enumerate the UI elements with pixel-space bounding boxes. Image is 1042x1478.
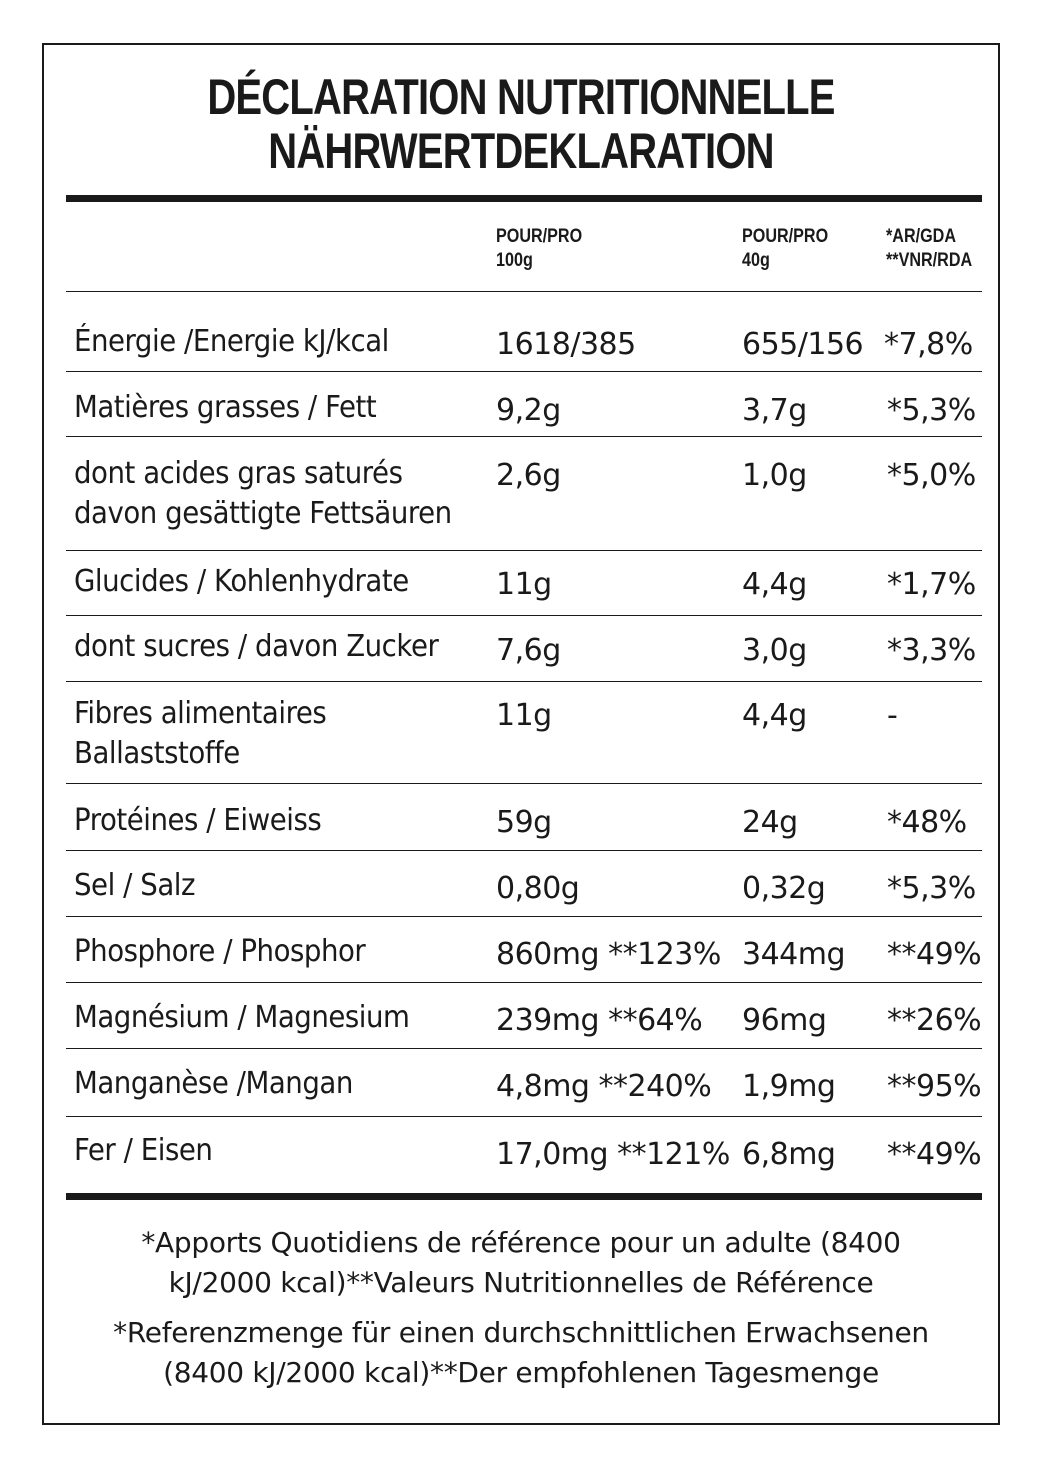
value-per-100g: 11g: [496, 698, 552, 733]
row-divider: [66, 783, 982, 784]
nutrient-name-saturates: dont acides gras saturés davon gesättigte Fettsäuren: [74, 456, 452, 531]
value-per-40g: 0,32g: [742, 871, 826, 906]
row-divider: [66, 1048, 982, 1049]
value-per-100g: 2,6g: [496, 458, 561, 493]
row-divider: [66, 371, 982, 372]
value-per-100g: 860mg **123%: [496, 937, 721, 972]
top-thick-rule: [66, 195, 982, 202]
nutrient-name-salt: Sel / Salz: [74, 868, 196, 903]
nutrient-name-fat: Matières grasses / Fett: [74, 390, 377, 425]
value-per-40g: 3,0g: [742, 633, 807, 668]
value-per-40g: 1,9mg: [742, 1069, 836, 1104]
footnote-german: *Referenzmenge für einen durchschnittlichen Erwachsenen (8400 kJ/2000 kcal)**Der empfohlenen Tagesmenge: [113, 1316, 929, 1389]
row-divider: [66, 850, 982, 851]
nutrient-name-manganese: Manganèse /Mangan: [74, 1066, 353, 1101]
nutrient-name-energy: Énergie /Energie kJ/kcal: [74, 324, 389, 359]
bottom-thick-rule: [66, 1193, 982, 1200]
value-reference: *5,0%: [887, 458, 976, 493]
value-per-40g: 344mg: [742, 937, 846, 972]
header-per-100g: POUR/PRO 100g: [496, 226, 583, 271]
row-divider: [66, 1116, 982, 1117]
title-german: NÄHRWERTDEKLARATION: [268, 123, 774, 179]
value-reference: *7,8%: [884, 327, 973, 362]
nutrient-name-magnesium: Magnésium / Magnesium: [74, 1000, 410, 1035]
value-reference: *3,3%: [887, 633, 976, 668]
row-divider: [66, 681, 982, 682]
nutrient-name-protein: Protéines / Eiweiss: [74, 803, 322, 838]
value-per-100g: 11g: [496, 567, 552, 602]
value-per-100g: 17,0mg **121%: [496, 1137, 730, 1172]
value-reference: *5,3%: [887, 871, 976, 906]
value-per-40g: 24g: [742, 805, 798, 840]
value-reference: **26%: [887, 1003, 982, 1038]
value-reference: **49%: [887, 937, 982, 972]
value-per-100g: 0,80g: [496, 871, 580, 906]
value-per-100g: 7,6g: [496, 633, 561, 668]
value-per-100g: 59g: [496, 805, 552, 840]
value-reference: **95%: [887, 1069, 982, 1104]
nutrient-name-phosphorus: Phosphore / Phosphor: [74, 934, 366, 969]
value-reference: **49%: [887, 1137, 982, 1172]
value-per-40g: 96mg: [742, 1003, 827, 1038]
value-reference: *48%: [887, 805, 967, 840]
value-per-40g: 3,7g: [742, 393, 807, 428]
nutrient-name-iron: Fer / Eisen: [74, 1133, 213, 1168]
value-per-40g: 655/156: [742, 327, 864, 362]
value-per-40g: 4,4g: [742, 698, 807, 733]
row-divider: [66, 615, 982, 616]
title-french: DÉCLARATION NUTRITIONNELLE: [207, 69, 835, 125]
value-per-40g: 1,0g: [742, 458, 807, 493]
value-reference: -: [887, 698, 898, 733]
value-per-100g: 1618/385: [496, 327, 636, 362]
value-per-100g: 9,2g: [496, 393, 561, 428]
nutrient-name-carbohydrate: Glucides / Kohlenhydrate: [74, 564, 409, 599]
nutrient-name-sugars: dont sucres / davon Zucker: [74, 629, 439, 664]
nutrient-name-fibre: Fibres alimentaires Ballaststoffe: [74, 696, 327, 771]
value-reference: *1,7%: [887, 567, 976, 602]
value-per-40g: 6,8mg: [742, 1137, 836, 1172]
row-divider: [66, 550, 982, 551]
header-reference: *AR/GDA **VNR/RDA: [886, 226, 973, 271]
value-reference: *5,3%: [887, 393, 976, 428]
row-divider: [66, 982, 982, 983]
row-divider: [66, 916, 982, 917]
nutrition-label: [42, 43, 1000, 1425]
value-per-100g: 4,8mg **240%: [496, 1069, 712, 1104]
header-per-40g: POUR/PRO 40g: [742, 226, 829, 271]
value-per-100g: 239mg **64%: [496, 1003, 703, 1038]
footnote-french: *Apports Quotidiens de référence pour un adulte (8400 kJ/2000 kcal)**Valeurs Nutritionnelles de Référence: [141, 1226, 901, 1299]
header-rule: [66, 291, 982, 292]
row-divider: [66, 436, 982, 437]
value-per-40g: 4,4g: [742, 567, 807, 602]
